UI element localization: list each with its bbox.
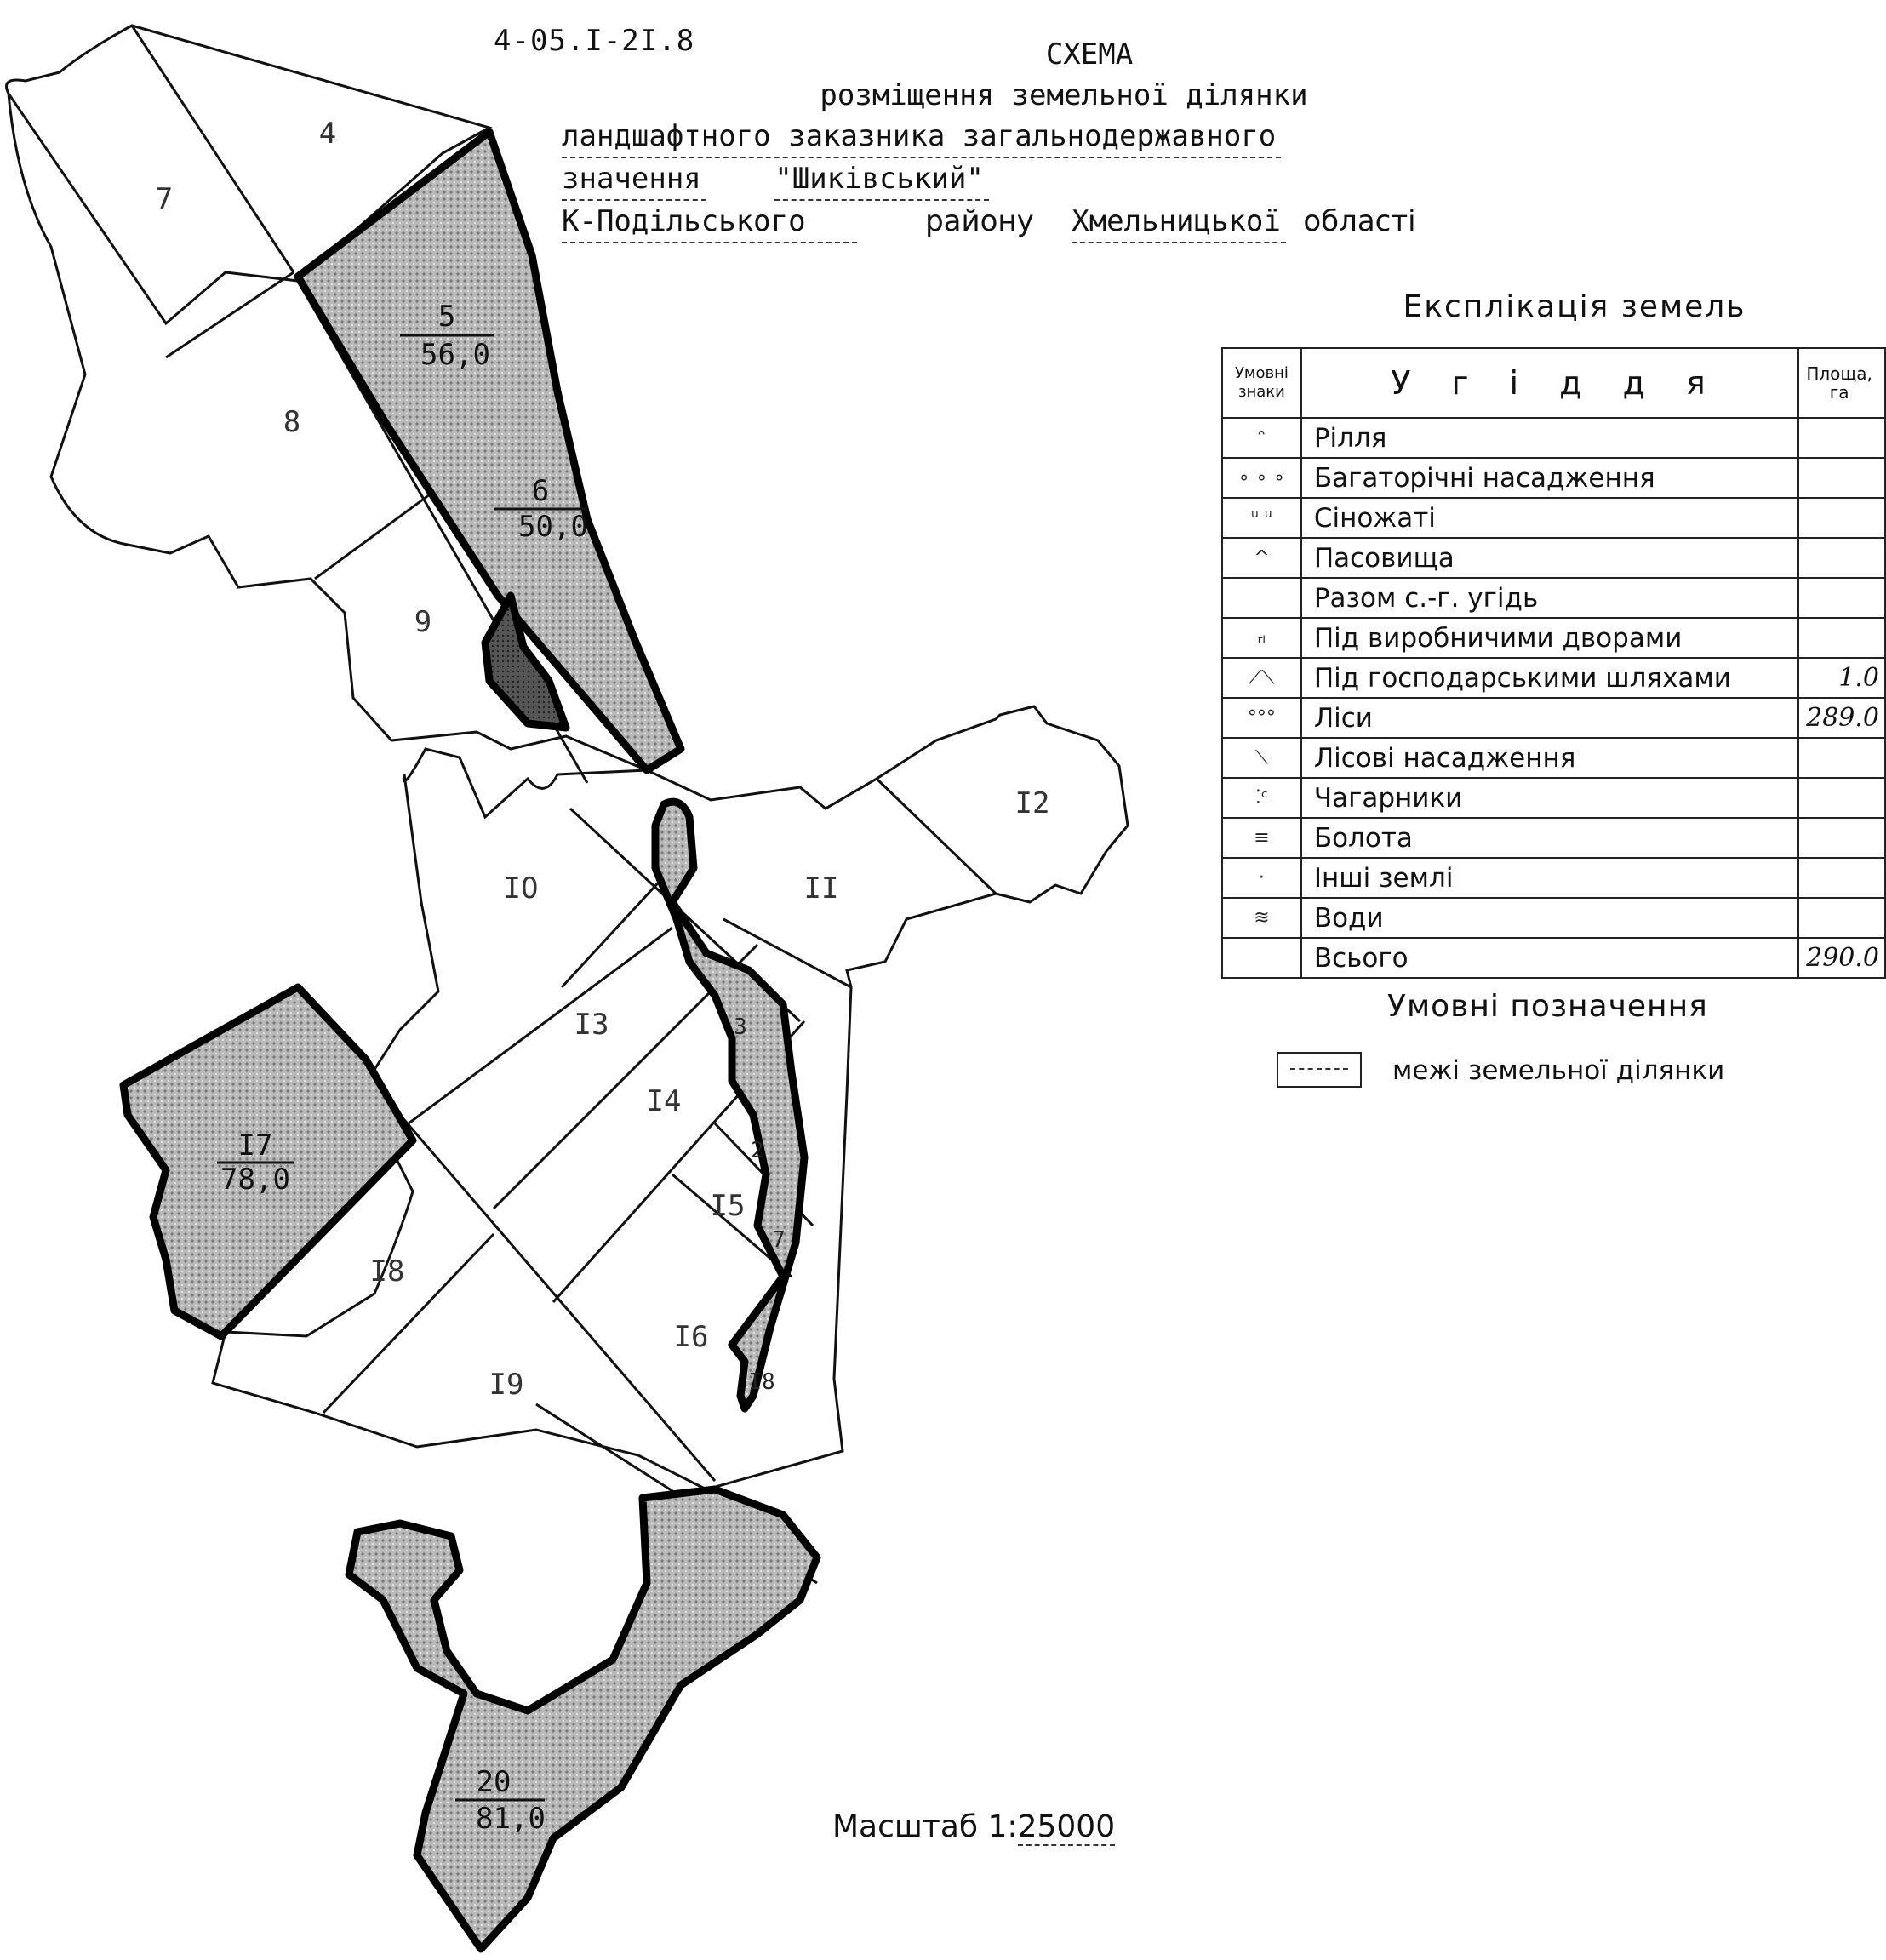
parcel-label-16: I6	[673, 1320, 709, 1354]
explication-title: Експлікація земель	[1403, 289, 1746, 324]
region-name: Хмельницької	[1072, 201, 1286, 243]
site-number-5: 5	[437, 300, 456, 334]
water-icon: ≋	[1222, 898, 1301, 938]
land-area	[1798, 818, 1885, 858]
table-row	[1222, 538, 1885, 578]
parcel-label-8: 8	[283, 405, 301, 439]
land-type: Води	[1301, 898, 1798, 938]
land-area	[1798, 458, 1885, 498]
table-header-row	[1222, 348, 1885, 418]
table-row	[1222, 818, 1885, 858]
col-land: У г і д д я	[1301, 348, 1798, 418]
table-row	[1222, 498, 1885, 538]
plantation-icon: ⟍	[1222, 738, 1301, 778]
land-area	[1798, 578, 1885, 618]
parcel-label-18: I8	[369, 1254, 405, 1289]
site-area-6: 50,0	[518, 510, 588, 544]
parcel-label-10: IO	[503, 871, 539, 906]
document-code: 4-05.I-2I.8	[494, 24, 695, 58]
land-type: Пасовища	[1301, 538, 1798, 578]
hayfield-icon: ᵘ ᵘ	[1222, 498, 1301, 538]
title-line-2-prefix: значення	[562, 158, 706, 201]
table-row	[1222, 738, 1885, 778]
swamp-icon: ≡	[1222, 818, 1301, 858]
region-word: області	[1303, 204, 1416, 238]
table-row	[1222, 578, 1885, 618]
table-row	[1222, 618, 1885, 658]
shrub-icon: ⁚ᶜ	[1222, 778, 1301, 818]
table-row	[1222, 458, 1885, 498]
land-type: Рілля	[1301, 418, 1798, 458]
table-row	[1222, 658, 1885, 698]
land-area	[1798, 618, 1885, 658]
table-row	[1222, 778, 1885, 818]
land-area	[1798, 738, 1885, 778]
table-row	[1222, 698, 1885, 738]
boundary-legend-swatch	[1277, 1052, 1362, 1088]
arable-icon: ᵔ	[1222, 418, 1301, 458]
land-type: Сіножаті	[1301, 498, 1798, 538]
title-line-3	[562, 201, 1464, 243]
site-area-20: 81,0	[476, 1802, 546, 1836]
land-area	[1798, 778, 1885, 818]
reserve-name: "Шиківський"	[774, 158, 989, 201]
land-type: Багаторічні насадження	[1301, 458, 1798, 498]
table-row	[1222, 898, 1885, 938]
yard-icon: ᵣᵢ	[1222, 618, 1301, 658]
pasture-icon: ^	[1222, 538, 1301, 578]
title-block	[562, 34, 1464, 243]
parcel-label-15: I5	[710, 1189, 746, 1223]
strip-label-3: 3	[734, 1014, 747, 1040]
parcel-label-11: II	[803, 871, 839, 906]
site-number-17: I7	[237, 1129, 273, 1163]
scale-value: 25000	[1017, 1809, 1116, 1844]
strip-label-18: I8	[748, 1369, 775, 1395]
land-area	[1798, 538, 1885, 578]
parcel-label-7: 7	[155, 182, 174, 216]
district-word: району	[925, 204, 1034, 238]
site-20-polygon	[349, 1489, 817, 1949]
strip-label-2: 2	[751, 1138, 764, 1163]
scheme-title: СХЕМА	[1045, 37, 1134, 71]
land-area: 290.0	[1798, 938, 1885, 978]
other-icon: ·	[1222, 858, 1301, 898]
land-type: Разом с.-г. угідь	[1301, 578, 1798, 618]
site-number-6: 6	[531, 474, 550, 508]
site-area-17: 78,0	[220, 1163, 290, 1197]
scale-prefix: Масштаб 1:	[832, 1809, 1018, 1844]
land-area: 289.0	[1798, 698, 1885, 738]
land-area	[1798, 418, 1885, 458]
col-area: Площа, га	[1798, 348, 1885, 418]
land-area	[1798, 498, 1885, 538]
land-type: Інші землі	[1301, 858, 1798, 898]
title-line-2	[562, 158, 1464, 201]
title-line-1-text: ландшафтного заказника загальнодержавного	[562, 116, 1281, 158]
explication-table	[1221, 347, 1886, 979]
territory-outline	[7, 26, 1129, 1583]
parcel-label-19: I9	[489, 1368, 524, 1402]
land-area	[1798, 898, 1885, 938]
parcel-label-4: 4	[318, 117, 337, 151]
legend-item-boundary: межі земельної ділянки	[1392, 1055, 1725, 1086]
parcel-label-9: 9	[414, 605, 432, 639]
title-line-1	[562, 116, 1464, 158]
land-area	[1798, 858, 1885, 898]
scheme-subtitle: розміщення земельної ділянки	[820, 78, 1308, 112]
col-symbols: Умовні знаки	[1222, 348, 1301, 418]
table-row	[1222, 938, 1885, 978]
land-type: Ліси	[1301, 698, 1798, 738]
table-row	[1222, 418, 1885, 458]
land-type: Під господарськими шляхами	[1301, 658, 1798, 698]
strip-label-7: 7	[772, 1227, 786, 1253]
land-area: 1.0	[1798, 658, 1885, 698]
map-scale	[832, 1809, 1115, 1844]
land-type: Всього	[1301, 938, 1798, 978]
land-type: Лісові насадження	[1301, 738, 1798, 778]
site-area-5: 56,0	[420, 338, 490, 372]
perennial-icon: ∘ ∘ ∘	[1222, 458, 1301, 498]
land-type: Болота	[1301, 818, 1798, 858]
table-row	[1222, 858, 1885, 898]
parcel-label-13: I3	[574, 1008, 609, 1042]
parcel-label-14: I4	[646, 1084, 682, 1118]
parcel-label-12: I2	[1014, 786, 1050, 820]
district-name: К-Подільського	[562, 201, 857, 243]
land-type: Чагарники	[1301, 778, 1798, 818]
forest-icon: °°°	[1222, 698, 1301, 738]
site-number-20: 20	[476, 1765, 512, 1799]
land-type: Під виробничими дворами	[1301, 618, 1798, 658]
reserve-sites	[123, 132, 817, 1949]
legend-title: Умовні позначення	[1387, 989, 1708, 1024]
road-icon: ⟋⟍	[1222, 658, 1301, 698]
